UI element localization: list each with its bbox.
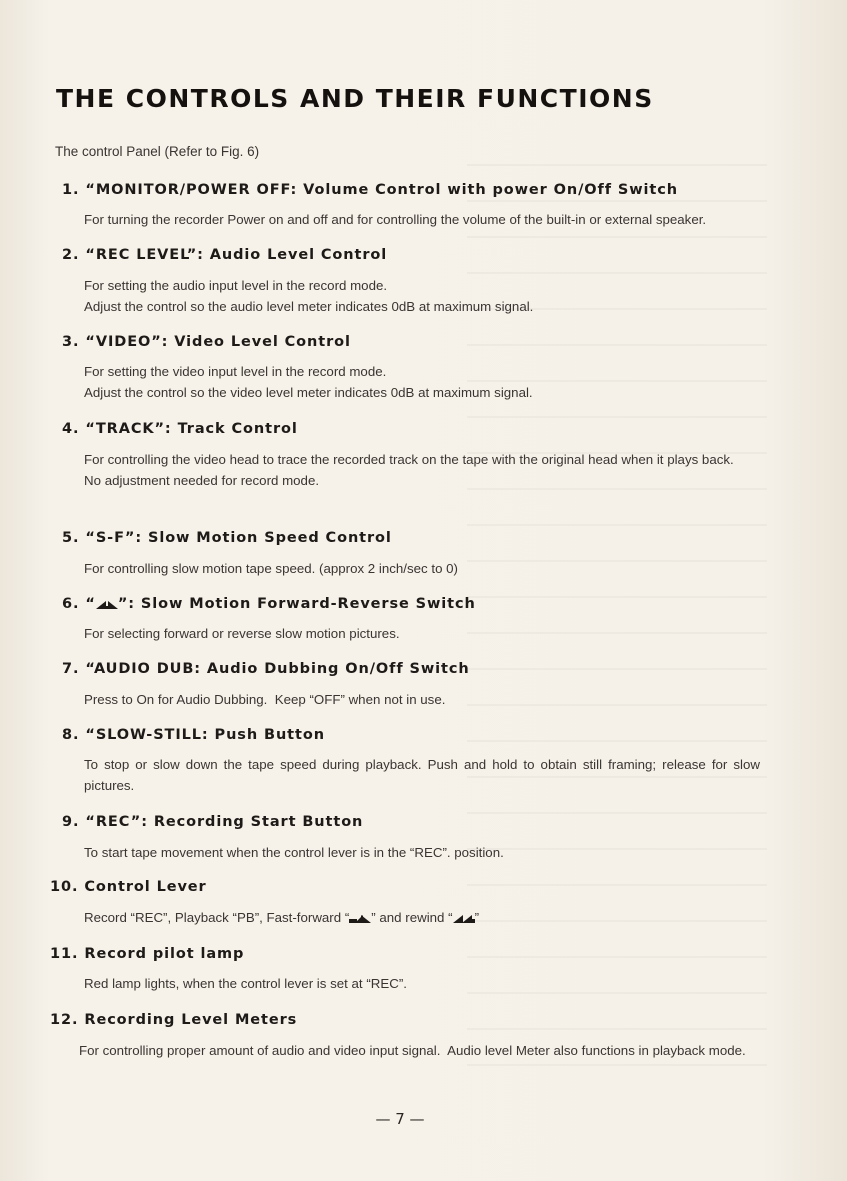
- item-number: 9.: [62, 814, 80, 830]
- item-title: Record pilot lamp: [84, 946, 245, 962]
- item-heading: [62, 182, 678, 198]
- item-number: 10.: [50, 879, 79, 895]
- item-line: To stop or slow down the tape speed during playback. Push and hold to obtain still framing; release for slow pictures.: [84, 757, 760, 793]
- item-title: “TRACK”: Track Control: [85, 421, 298, 437]
- item-description: [84, 842, 764, 863]
- item-title: “REC”: Recording Start Button: [85, 814, 364, 830]
- item-heading: [62, 661, 470, 677]
- item-line: For controlling proper amount of audio and video input signal. Audio level Meter also functions in playback mode.: [79, 1043, 746, 1058]
- item-heading: [62, 421, 298, 437]
- item-number: 4.: [62, 421, 80, 437]
- item-number: 2.: [62, 247, 80, 263]
- intro-text: The control Panel (Refer to Fig. 6): [55, 144, 260, 159]
- item-line-part: ” and rewind “: [371, 910, 453, 925]
- item-heading: [50, 879, 207, 895]
- item-line: [84, 907, 764, 928]
- item-line-part: Record “REC”, Playback “PB”, Fast-forward “: [84, 910, 350, 925]
- item-title: Recording Level Meters: [84, 1012, 298, 1028]
- item-description: [79, 1040, 757, 1061]
- item-line: For setting the audio input level in the record mode.: [84, 278, 388, 293]
- item-title: “VIDEO”: Video Level Control: [85, 334, 351, 350]
- item-heading: [62, 247, 387, 263]
- item-title: “MONITOR/POWER OFF: Volume Control with power On/Off Switch: [85, 182, 678, 198]
- item-line-part: ”: [474, 910, 479, 925]
- item-line: For controlling slow motion tape speed. (approx 2 inch/sec to 0): [84, 561, 458, 576]
- item-title: “AUDIO DUB: Audio Dubbing On/Off Switch: [85, 661, 470, 677]
- item-line: Red lamp lights, when the control lever is set at “REC”.: [84, 976, 407, 991]
- item-title: ”: Slow Motion Forward-Reverse Switch: [117, 596, 476, 612]
- item-title: Control Lever: [84, 879, 207, 895]
- forward-reverse-icon: [96, 600, 118, 609]
- rewind-icon: [453, 914, 475, 923]
- item-heading: [62, 814, 363, 830]
- item-line: No adjustment needed for record mode.: [84, 473, 320, 488]
- item-number: 1.: [62, 182, 80, 198]
- item-description: [84, 623, 764, 644]
- item-description: [84, 907, 764, 928]
- item-description: [84, 275, 764, 317]
- item-description: [84, 558, 764, 579]
- item-line: For setting the video input level in the record mode.: [84, 364, 387, 379]
- item-description: [84, 209, 764, 230]
- show-through-texture: [467, 130, 767, 1080]
- item-heading: [50, 1012, 297, 1028]
- item-heading: [62, 727, 325, 743]
- item-heading: [62, 334, 351, 350]
- item-heading: [50, 946, 244, 962]
- item-line: Adjust the control so the video level meter indicates 0dB at maximum signal.: [84, 385, 533, 400]
- fast-forward-icon: [349, 914, 371, 923]
- item-title: “S-F”: Slow Motion Speed Control: [85, 530, 392, 546]
- item-title: “SLOW-STILL: Push Button: [85, 727, 325, 743]
- item-description: [84, 689, 764, 710]
- item-line: Press to On for Audio Dubbing. Keep “OFF” when not in use.: [84, 692, 446, 707]
- item-number: 6.: [62, 596, 80, 612]
- item-number: 5.: [62, 530, 80, 546]
- page-number: — 7 —: [375, 1110, 425, 1128]
- item-number: 7.: [62, 661, 80, 677]
- item-line: For selecting forward or reverse slow motion pictures.: [84, 626, 400, 641]
- item-number: 3.: [62, 334, 80, 350]
- item-heading: [62, 596, 476, 612]
- item-number: 12.: [50, 1012, 79, 1028]
- item-line: For turning the recorder Power on and off and for controlling the volume of the built-in or external speaker.: [84, 212, 707, 227]
- item-title-prefix: “: [85, 596, 96, 612]
- item-description: [84, 973, 764, 994]
- page-title: THE CONTROLS AND THEIR FUNCTIONS: [56, 84, 654, 113]
- item-description: [84, 361, 764, 403]
- item-title: “REC LEVEL”: Audio Level Control: [85, 247, 388, 263]
- item-line: Adjust the control so the audio level meter indicates 0dB at maximum signal.: [84, 299, 534, 314]
- item-description: [84, 449, 760, 491]
- item-heading: [62, 530, 392, 546]
- item-line: For controlling the video head to trace the recorded track on the tape with the original head when it plays back.: [84, 452, 734, 467]
- item-line: To start tape movement when the control lever is in the “REC”. position.: [84, 845, 504, 860]
- item-number: 8.: [62, 727, 80, 743]
- item-number: 11.: [50, 946, 79, 962]
- item-description: [84, 754, 760, 796]
